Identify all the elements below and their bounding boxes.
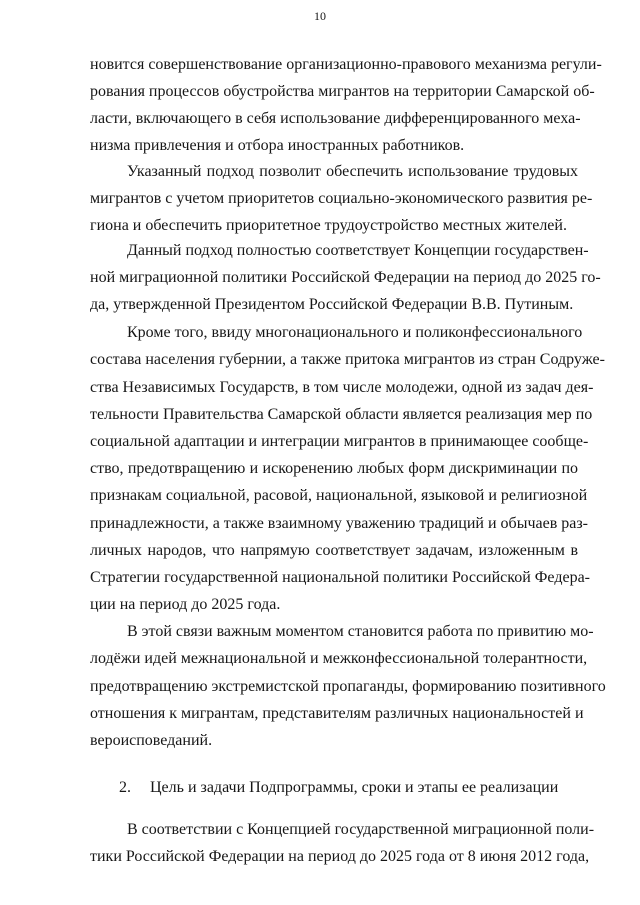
paragraph-first-line: Указанный подход позволит обеспечить использование трудовых — [127, 163, 578, 180]
text-line: отношения к мигрантам, представителям различных национальностей и — [90, 705, 584, 722]
text-line: ства Независимых Государств, в том числе молодежи, одной из задач дея- — [90, 379, 594, 396]
section-number: 2. — [119, 779, 131, 796]
text-line: состава населения губернии, а также притока мигрантов из стран Содруже- — [90, 351, 605, 368]
text-line: вероисповеданий. — [90, 732, 213, 749]
paragraph-first-line: В этой связи важным моментом становится работа по привитию мо- — [127, 623, 594, 640]
text-line: гиона и обеспечить приоритетное трудоустройство местных жителей. — [90, 217, 567, 234]
text-line: рования процессов обустройства мигрантов на территории Самарской об- — [90, 83, 595, 100]
paragraph-first-line: Данный подход полностью соответствует Концепции государствен- — [127, 242, 589, 259]
text-line: ной миграционной политики Российской Федерации на период до 2025 го- — [90, 269, 601, 286]
paragraph-first-line: В соответствии с Концепцией государственной миграционной поли- — [127, 821, 595, 838]
text-line: социальной адаптации и интеграции мигрантов в принимающее сообще- — [90, 433, 589, 450]
text-line: предотвращению экстремистской пропаганды, формированию позитивного — [90, 678, 606, 695]
text-line: признакам социальной, расовой, национальной, языковой и религиозной — [90, 487, 588, 504]
text-line: ство, предотвращению и искоренению любых форм дискриминации по — [90, 460, 578, 477]
text-line: принадлежности, а также взаимному уважению традиций и обычаев раз- — [90, 515, 588, 532]
page-number: 10 — [314, 9, 326, 23]
text-line: тельности Правительства Самарской области является реализация мер по — [90, 406, 593, 423]
paragraph-first-line: Кроме того, ввиду многонационального и поликонфессионального — [127, 324, 583, 341]
text-line: Стратегии государственной национальной политики Российской Федера- — [90, 569, 590, 586]
text-line: мигрантов с учетом приоритетов социально-экономического развития ре- — [90, 190, 593, 207]
text-line: низма привлечения и отбора иностранных работников. — [90, 137, 465, 154]
section-title: Цель и задачи Подпрограммы, сроки и этапы ее реализации — [150, 779, 559, 796]
text-line: новится совершенствование организационно-правового механизма регули- — [90, 56, 602, 73]
text-line: ции на период до 2025 года. — [90, 596, 281, 613]
text-line: тики Российской Федерации на период до 2025 года от 8 июня 2012 года, — [90, 848, 590, 865]
text-line: лодёжи идей межнациональной и межконфессиональной толерантности, — [90, 650, 588, 667]
text-line: личных народов, что напрямую соответствует задачам, изложенным в — [90, 542, 578, 559]
text-line: да, утвержденной Президентом Российской Федерации В.В. Путиным. — [90, 296, 574, 313]
text-line: ласти, включающего в себя использование дифференцированного меха- — [90, 110, 581, 127]
